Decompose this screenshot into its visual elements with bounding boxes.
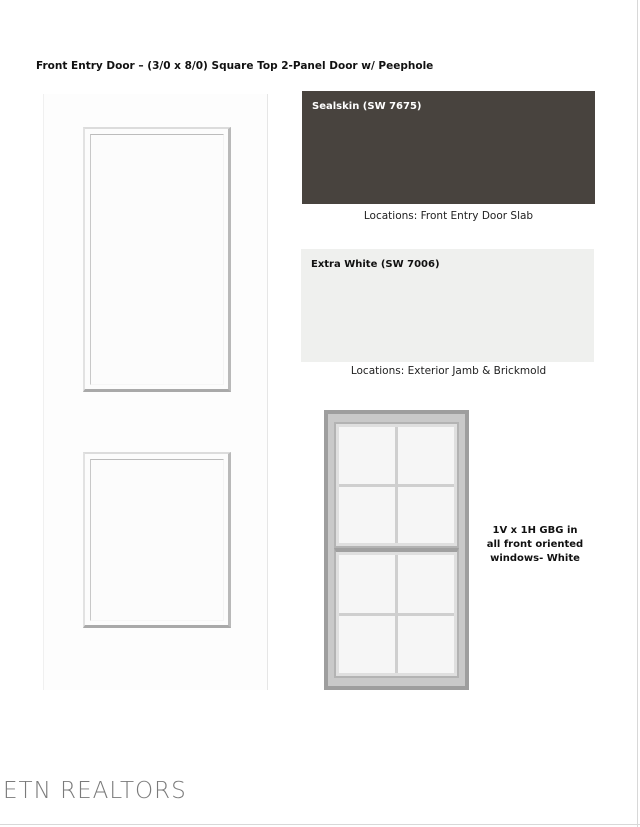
brand-logo-text: ETN REALTORS — [3, 778, 187, 804]
swatch-label: Sealskin (SW 7675) — [312, 101, 422, 112]
window-glass — [339, 427, 454, 543]
page-title: Front Entry Door – (3/0 x 8/0) Square Top 2-Panel Door w/ Peephole — [36, 60, 434, 72]
window-pane — [339, 616, 395, 674]
window-frame — [328, 414, 465, 686]
window-pane — [339, 487, 395, 544]
window-pane — [398, 555, 454, 613]
page-bottom-border — [0, 824, 640, 825]
window-lower-sash — [334, 548, 459, 678]
window-pane — [398, 487, 454, 544]
window-glass — [339, 555, 454, 673]
swatch-locations-extra-white: Locations: Exterior Jamb & Brickmold — [350, 365, 547, 377]
door-upper-panel — [83, 127, 231, 392]
swatch-locations-sealskin: Locations: Front Entry Door Slab — [363, 210, 534, 222]
door-lower-panel — [83, 452, 231, 628]
color-swatch-sealskin — [302, 91, 595, 204]
window-image — [324, 410, 469, 690]
swatch-label: Extra White (SW 7006) — [311, 259, 440, 270]
door-image — [43, 94, 268, 690]
window-upper-sash — [334, 422, 459, 548]
window-pane — [398, 427, 454, 484]
window-pane — [398, 616, 454, 674]
window-pane — [339, 427, 395, 484]
color-swatch-extra-white — [301, 249, 594, 362]
window-note: 1V x 1H GBG in all front oriented windows- White — [486, 525, 584, 564]
window-pane — [339, 555, 395, 613]
page-right-border — [637, 0, 638, 827]
